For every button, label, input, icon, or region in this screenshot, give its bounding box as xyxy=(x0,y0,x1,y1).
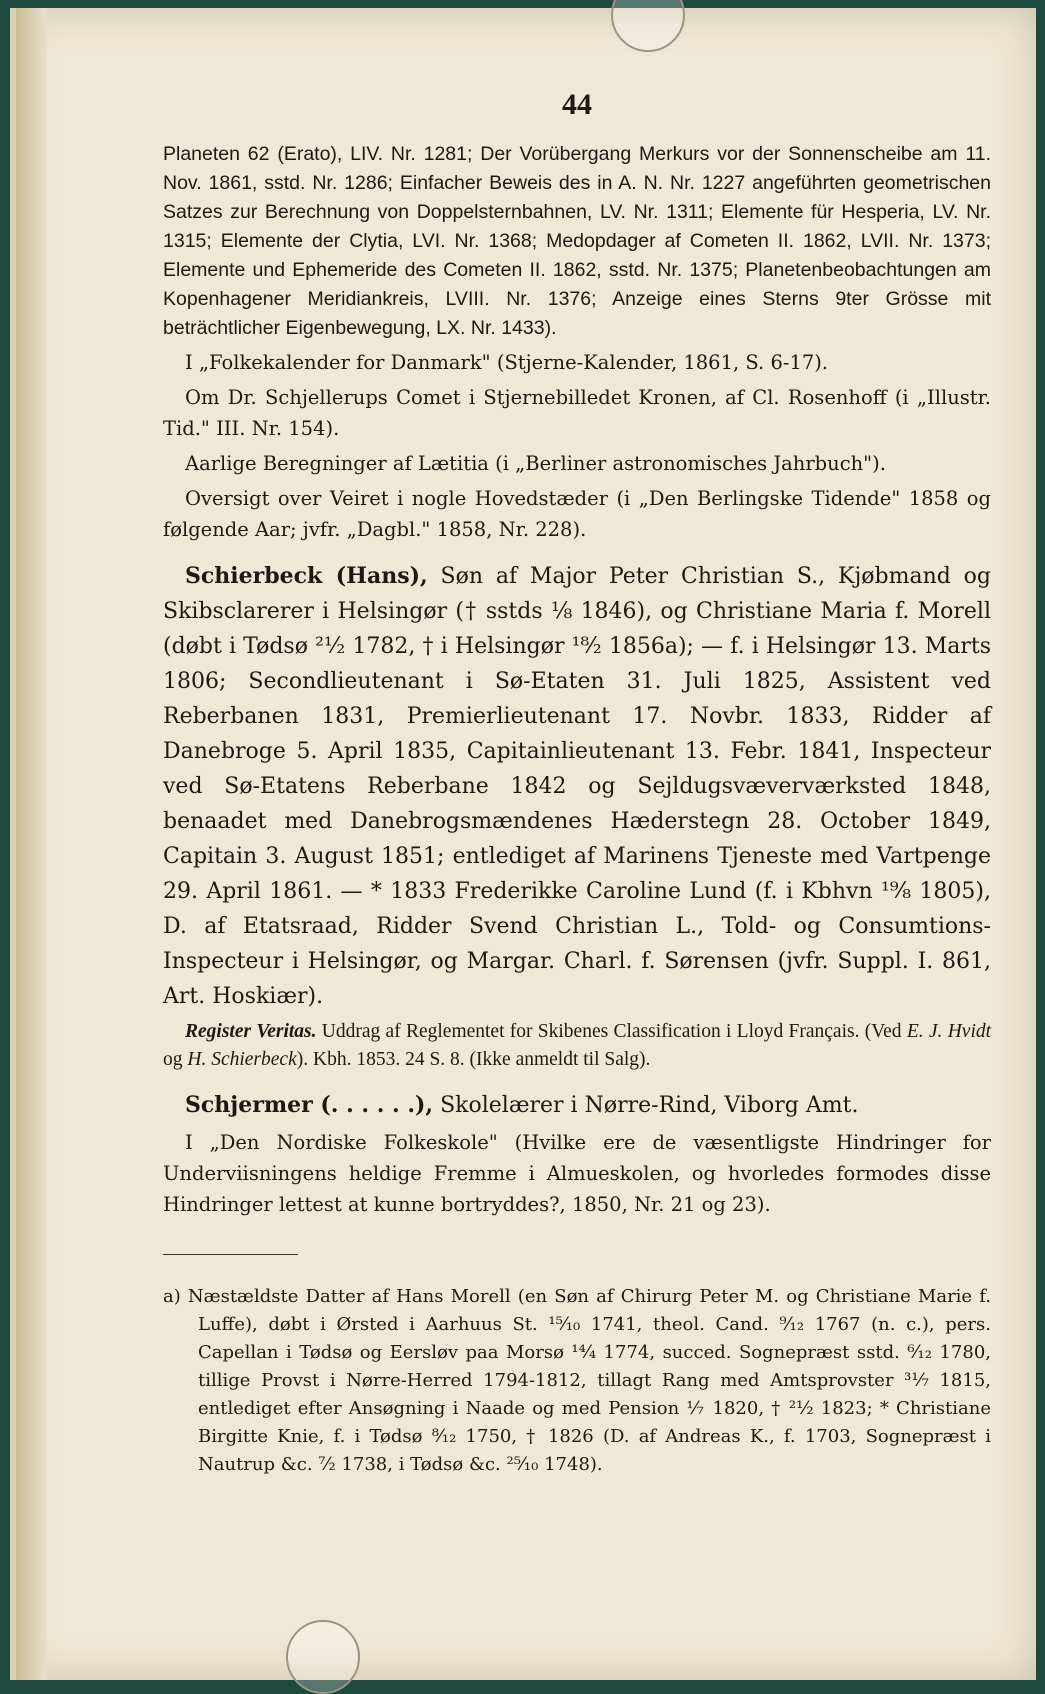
entry-schjermer-head: Schjermer (. . . . . .), xyxy=(185,1092,434,1118)
paragraph-publications: Planeten 62 (Erato), LIV. Nr. 1281; Der Vorübergang Merkurs vor der Sonnenscheibe am 11. Nov. 1861, sstd. Nr. 1286; Einfacher Beweis des in A. N. Nr. 1227 angeführten geometrischen Satzes zur Berechnung von Doppelsternbahnen, LV. Nr. 1311; Elemente für Hesperia, LV. Nr. 1315; Elemente der Clytia, LVI. Nr. 1368; Medopdager af Cometen II. 1862, LVII. Nr. 1373; Elemente und Ephemeride des Cometen II. 1862, sstd. Nr. 1375; Planetenbeobachtungen am Kopenhagener Meridiankreis, LVIII. Nr. 1376; Anzeige eines Sterns 9ter Grösse mit beträchtlicher Eigenbewegung, LX. Nr. 1433). xyxy=(163,143,991,339)
paragraph-folkeskole: I „Den Nordiske Folkeskole" (Hvilke ere de væsentligste Hindringer for Underviisningens heldige Fremme i Almueskolen, og hvorledes formodes disse Hindringer lettest at kunne bortryddes?, 1850, Nr. 21 og 23). xyxy=(163,1131,991,1216)
register-tail: ). Kbh. 1853. 24 S. 8. (Ikke anmeldt til Salg). xyxy=(296,1049,651,1070)
paragraph-comet: Om Dr. Schjellerups Comet i Stjernebilledet Kronen, af Cl. Rosenhoff (i „Illustr. Tid." III. Nr. 154). xyxy=(163,386,991,440)
register-text: Uddrag af Reglementet for Skibenes Classification i Lloyd Français. (Ved xyxy=(321,1021,902,1042)
register-og: og xyxy=(163,1049,183,1070)
page-spine xyxy=(16,8,46,1680)
paper-hole-top xyxy=(611,0,685,52)
footnote-rule xyxy=(163,1254,298,1255)
register-title: Register Veritas. xyxy=(185,1021,317,1042)
entry-schierbeck xyxy=(163,559,991,1014)
paragraph-register-veritas xyxy=(163,1018,991,1074)
register-author-2: H. Schierbeck xyxy=(187,1049,297,1070)
paragraph-folkekalender: I „Folkekalender for Danmark" (Stjerne-Kalender, 1861, S. 6-17). xyxy=(185,351,829,374)
entry-schierbeck-body: Søn af Major Peter Christian S., Kjøbmand og Skibsclarerer i Helsingør († sstds ⅛ 1846), og Christiane Maria f. Morell (døbt i Tødsø ²¹⁄₂ 1782, † i Helsingør ¹⁸⁄₂ 1856a); — f. i Helsingør 13. Marts 1806; Secondlieutenant i Sø-Etaten 31. Juli 1825, Assistent ved Reberbanen 1831, Premierlieutenant 17. Novbr. 1833, Ridder af Danebroge 5. April 1835, Capitainlieutenant 13. Febr. 1841, Inspecteur ved Sø-Etatens Reberbane 1842 og Sejldugsvæverværksted 1848, benaadet med Danebrogsmændenes Hæderstegn 28. October 1849, Capitain 3. August 1851; entlediget af Marinens Tjeneste med Vartpenge 29. April 1861. — * 1833 Frederikke Caroline Lund (f. i Kbhvn ¹⁹⁄₈ 1805), D. af Etatsraad, Ridder Svend Christian L., Told- og Consumtions-Inspecteur i Helsingør, og Margar. Charl. f. Sørensen (jvfr. Suppl. I. 861, Art. Hoskiær). xyxy=(163,564,991,1009)
entry-schjermer-body: Skolelærer i Nørre-Rind, Viborg Amt. xyxy=(440,1093,859,1118)
footnote-a: a) Næstældste Datter af Hans Morell (en Søn af Chirurg Peter M. og Christiane Marie f. Luffe), døbt i Ørsted i Aarhuus St. ¹⁵⁄₁₀ 1741, theol. Cand. ⁹⁄₁₂ 1767 (n. c.), pers. Capellan i Tødsø og Eersløv paa Morsø ¹⁴⁄₄ 1774, succed. Sognepræst sstd. ⁶⁄₁₂ 1780, tillige Provst i Nørre-Herred 1794-1812, tillagt Rang med Amtsprovster ³¹⁄₇ 1815, entlediget efter Ansøgning i Naade og med Pension ⅐ 1820, † ²¹⁄₂ 1823; * Christiane Birgitte Knie, f. i Tødsø ⁸⁄₁₂ 1750, † 1826 (D. af Andreas K., f. 1703, Sognepræst i Nautrup &c. ⁷⁄₂ 1738, i Tødsø &c. ²⁵⁄₁₀ 1748). xyxy=(163,1286,991,1475)
paragraph-oversigt: Oversigt over Veiret i nogle Hovedstæder (i „Den Berlingske Tidende" 1858 og følgende Aar; jvfr. „Dagbl." 1858, Nr. 228). xyxy=(163,487,991,541)
paragraph-laetitia: Aarlige Beregninger af Lætitia (i „Berliner astronomisches Jahrbuch"). xyxy=(185,452,886,475)
entry-schierbeck-head: Schierbeck (Hans), xyxy=(185,563,428,589)
entry-schjermer xyxy=(163,1088,991,1123)
page-number: 44 xyxy=(562,88,592,121)
page-content xyxy=(163,88,991,1479)
register-author-1: E. J. Hvidt xyxy=(906,1021,992,1042)
paper-hole-bottom xyxy=(286,1620,360,1694)
